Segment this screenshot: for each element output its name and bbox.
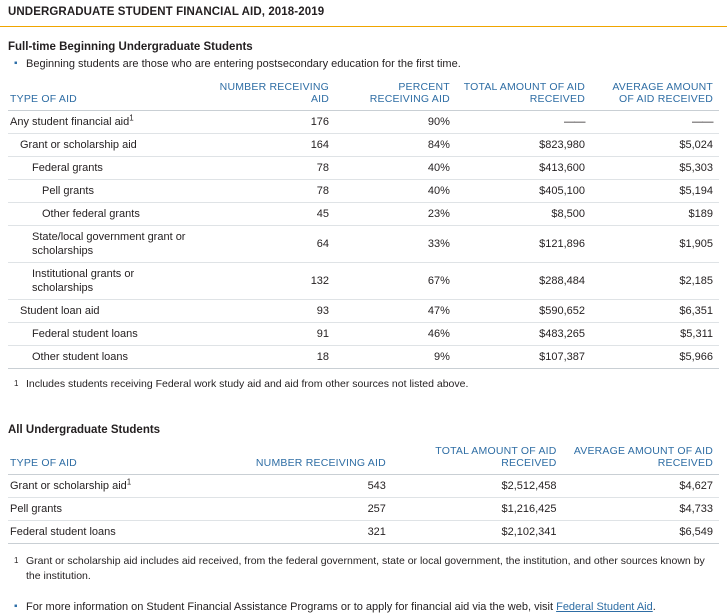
section-full-time-beginning bbox=[0, 41, 727, 392]
footnote-text: Grant or scholarship aid includes aid received, from the federal government, state or local government, the institution, and other sources known by the institution. bbox=[26, 555, 705, 582]
table-row bbox=[8, 180, 719, 203]
row-percent-receiving: 23% bbox=[335, 203, 456, 226]
footnote-marker: 1 bbox=[14, 556, 19, 565]
row-average-amount: $2,185 bbox=[591, 263, 719, 300]
row-percent-receiving: 33% bbox=[335, 226, 456, 263]
row-average-amount: $6,351 bbox=[591, 300, 719, 323]
row-label: Federal student loans bbox=[8, 521, 221, 544]
row-number-receiving: 321 bbox=[221, 521, 392, 544]
footnote-marker: 1 bbox=[126, 477, 132, 487]
row-average-amount: $5,966 bbox=[591, 346, 719, 369]
table-row bbox=[8, 323, 719, 346]
footnote-marker: 1 bbox=[14, 379, 19, 388]
row-label: Federal student loans bbox=[8, 323, 200, 346]
row-total-amount: $823,980 bbox=[456, 134, 591, 157]
section-all-undergraduate bbox=[0, 424, 727, 615]
column-header-type-of-aid: TYPE OF AID bbox=[8, 78, 200, 111]
column-header-number-receiving: NUMBER RECEIVING AID bbox=[221, 442, 392, 475]
column-header-percent-receiving: PERCENT RECEIVING AID bbox=[335, 78, 456, 111]
table-header bbox=[8, 442, 719, 475]
all-undergraduate-table bbox=[8, 442, 719, 544]
table-row bbox=[8, 346, 719, 369]
row-average-amount: $5,024 bbox=[591, 134, 719, 157]
row-label: Other student loans bbox=[8, 346, 200, 369]
row-percent-receiving: 40% bbox=[335, 157, 456, 180]
row-number-receiving: 91 bbox=[200, 323, 335, 346]
table-header-row bbox=[8, 442, 719, 475]
row-total-amount: $2,512,458 bbox=[392, 475, 563, 498]
row-label: Pell grants bbox=[8, 180, 200, 203]
row-number-receiving: 132 bbox=[200, 263, 335, 300]
row-total-amount: $1,216,425 bbox=[392, 498, 563, 521]
row-total-amount: $121,896 bbox=[456, 226, 591, 263]
column-header-type-of-aid: TYPE OF AID bbox=[8, 442, 221, 475]
row-label: Federal grants bbox=[8, 157, 200, 180]
section-spacer bbox=[0, 392, 727, 410]
row-average-amount: $189 bbox=[591, 203, 719, 226]
row-average-amount: $1,905 bbox=[591, 226, 719, 263]
column-header-average-amount: AVERAGE AMOUNT OF AID RECEIVED bbox=[591, 78, 719, 111]
table-row bbox=[8, 203, 719, 226]
column-header-total-amount: TOTAL AMOUNT OF AID RECEIVED bbox=[392, 442, 563, 475]
row-average-amount: $4,627 bbox=[563, 475, 719, 498]
table-row bbox=[8, 111, 719, 134]
row-average-amount: $6,549 bbox=[563, 521, 719, 544]
row-average-amount: $4,733 bbox=[563, 498, 719, 521]
row-average-amount: $5,311 bbox=[591, 323, 719, 346]
section-one-footnote bbox=[8, 377, 719, 392]
row-number-receiving: 164 bbox=[200, 134, 335, 157]
table-row bbox=[8, 263, 719, 300]
row-label: Grant or scholarship aid$^1$ bbox=[8, 475, 221, 498]
row-percent-receiving: 90% bbox=[335, 111, 456, 134]
section-one-title: Full-time Beginning Undergraduate Students bbox=[8, 41, 253, 53]
federal-student-aid-link[interactable]: Federal Student Aid bbox=[556, 601, 653, 613]
row-label: Pell grants bbox=[8, 498, 221, 521]
row-number-receiving: 78 bbox=[200, 157, 335, 180]
page-header bbox=[0, 0, 727, 24]
column-header-total-amount: TOTAL AMOUNT OF AID RECEIVED bbox=[456, 78, 591, 111]
row-total-amount: $413,600 bbox=[456, 157, 591, 180]
section-two-footnote bbox=[8, 554, 719, 584]
row-number-receiving: 176 bbox=[200, 111, 335, 134]
row-percent-receiving: 84% bbox=[335, 134, 456, 157]
row-total-amount: $288,484 bbox=[456, 263, 591, 300]
row-percent-receiving: 40% bbox=[335, 180, 456, 203]
row-total-amount: $483,265 bbox=[456, 323, 591, 346]
beginning-students-table-body bbox=[8, 111, 719, 369]
list-item: ▪ Beginning students are those who are entering postsecondary education for the first time. bbox=[26, 57, 719, 72]
page-title: UNDERGRADUATE STUDENT FINANCIAL AID, 2018-2019 bbox=[8, 6, 325, 18]
table-row bbox=[8, 475, 719, 498]
row-percent-receiving: 46% bbox=[335, 323, 456, 346]
row-average-amount: $5,303 bbox=[591, 157, 719, 180]
row-percent-receiving: 9% bbox=[335, 346, 456, 369]
column-header-average-amount: AVERAGE AMOUNT OF AID RECEIVED bbox=[563, 442, 719, 475]
beginning-students-table bbox=[8, 78, 719, 369]
row-label: State/local government grant or scholarships bbox=[8, 226, 200, 263]
note-text-after: . bbox=[652, 601, 656, 613]
row-label: Any student financial aid$^1$ bbox=[8, 111, 200, 134]
row-number-receiving: 45 bbox=[200, 203, 335, 226]
table-header bbox=[8, 78, 719, 111]
row-percent-receiving: 67% bbox=[335, 263, 456, 300]
row-label: Institutional grants or scholarships bbox=[8, 263, 200, 300]
row-number-receiving: 64 bbox=[200, 226, 335, 263]
row-label: Student loan aid bbox=[8, 300, 200, 323]
row-number-receiving: 543 bbox=[221, 475, 392, 498]
table-row bbox=[8, 226, 719, 263]
column-header-number-receiving: NUMBER RECEIVING AID bbox=[200, 78, 335, 111]
footnote-text: Includes students receiving Federal work study aid and aid from other sources not listed above. bbox=[26, 378, 469, 390]
row-number-receiving: 78 bbox=[200, 180, 335, 203]
table-row bbox=[8, 521, 719, 544]
section-one-bullets bbox=[8, 57, 719, 72]
row-total-amount: $590,652 bbox=[456, 300, 591, 323]
row-total-amount: $107,387 bbox=[456, 346, 591, 369]
more-information-note bbox=[8, 600, 719, 615]
header-divider bbox=[0, 26, 727, 27]
row-label: Grant or scholarship aid bbox=[8, 134, 200, 157]
row-percent-receiving: 47% bbox=[335, 300, 456, 323]
row-number-receiving: 18 bbox=[200, 346, 335, 369]
row-label: Other federal grants bbox=[8, 203, 200, 226]
footnote-marker: 1 bbox=[129, 113, 134, 123]
table-row bbox=[8, 300, 719, 323]
table-row bbox=[8, 157, 719, 180]
table-row bbox=[8, 498, 719, 521]
row-number-receiving: 93 bbox=[200, 300, 335, 323]
table-header-row bbox=[8, 78, 719, 111]
table-row bbox=[8, 134, 719, 157]
row-average-amount: —— bbox=[591, 111, 719, 134]
row-average-amount: $5,194 bbox=[591, 180, 719, 203]
section-two-title: All Undergraduate Students bbox=[8, 424, 161, 436]
row-total-amount: $405,100 bbox=[456, 180, 591, 203]
row-number-receiving: 257 bbox=[221, 498, 392, 521]
note-text-before: For more information on Student Financial Assistance Programs or to apply for financial aid via the web, visit bbox=[26, 601, 557, 613]
row-total-amount: $2,102,341 bbox=[392, 521, 563, 544]
row-total-amount: —— bbox=[456, 111, 591, 134]
all-undergraduate-table-body bbox=[8, 475, 719, 544]
row-total-amount: $8,500 bbox=[456, 203, 591, 226]
